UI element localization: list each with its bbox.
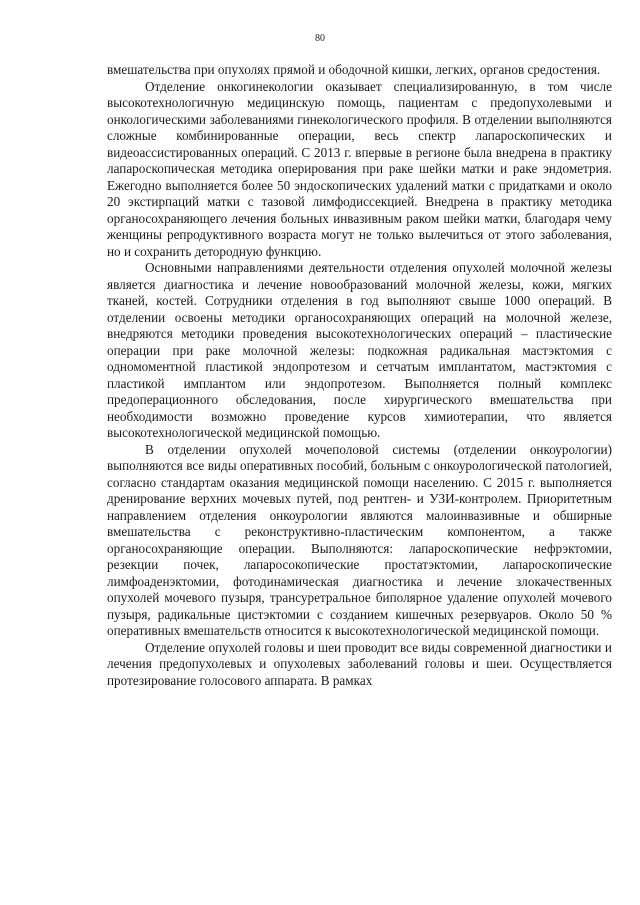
paragraph-mammology: Основными направлениями деятельности отделения опухолей молочной железы является диагностика и лечение новообразований молочной железы, кожи, мягких тканей, костей. Сотрудники отделения в год выполняют свыше 1000 операций. В отделении освоены методики органосохраняющих операций на молочной железе, внедряются методики проведения высокотехнологических операций – пластические операции при раке молочной железы: подкожная радикальная мастэктомия с одномоментной пластикой эндопротезом и сетчатым имплантатом, мастэктомия с пластикой имплантом или эндопротезом. Выполняется полный комплекс предоперационного обследования, после хирургического вмешательства при необходимости возможно проведение курсов химиотерапии, что является высокотехнологической медицинской помощью.	[107, 260, 612, 440]
paragraph-head-neck: Отделение опухолей головы и шеи проводит все виды современной диагностики и лечения предопухолевых и опухолевых заболеваний головы и шеи. Осуществляется протезирование голосового аппарата. В рамках	[107, 639, 612, 688]
paragraph-continuation: вмешательства при опухолях прямой и ободочной кишки, легких, органов средостения.	[107, 62, 601, 77]
page-body	[107, 62, 612, 689]
page-number: 80	[315, 33, 325, 44]
paragraph-oncourology: В отделении опухолей мочеполовой системы (отделении онкоурологии) выполняются все виды оперативных пособий, больным с онкоурологической патологией, согласно стандартам оказания медицинской помощи населению. С 2015 г. выполняется дренирование верхних мочевых путей, под рентген- и УЗИ-контролем. Приоритетным направлением отделения онкоурологии являются малоинвазивные и обширные вмешательства с реконструктивно-пластическим компонентом, а также органосохраняющие операции. Выполняются: лапароскопические нефрэктомии, резекции почек, лапаросокопические простатэктомии, лапароскопические лимфоаденэктомии, фотодинамическая диагностика и лечение злокачественных опухолей мочевого пузыря, трансуретральное биполярное удаление опухолей мочевого пузыря, радикальные цистэктомии с созданием кишечных резервуаров. Около 50 % оперативных вмешательств относится к высокотехнологической медицинской помощи.	[107, 441, 612, 638]
paragraph-oncogynecology: Отделение онкогинекологии оказывает специализированную, в том числе высокотехнологичную медицинскую помощь, пациентам с предопухолевыми и онкологическими заболеваниями гинекологического профиля. В отделении выполняются сложные комбинированные операции, весь спектр лапароскопических и видеоассистированных операций. С 2013 г. впервые в регионе была внедрена в практику лапароскопическая методика оперирования при раке шейки матки и раке эндометрия. Ежегодно выполняется более 50 эндоскопических удалений матки с придатками и около 20 экстирпаций матки с тазовой лимфодиссекцией. Внедрена в практику методика органосохраняющего лечения больных инвазивным раком шейки матки, благодаря чему женщины репродуктивного возраста могут не только вылечиться от этого заболевания, но и сохранить детородную функцию.	[107, 78, 612, 259]
